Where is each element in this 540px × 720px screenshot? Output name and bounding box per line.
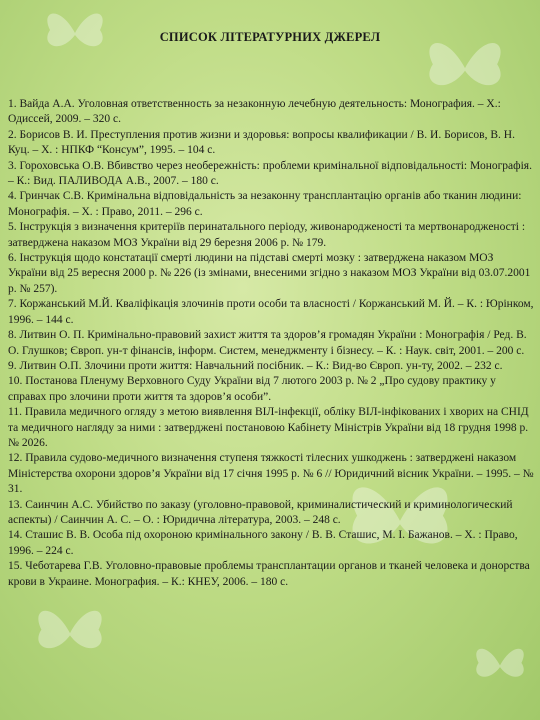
reference-entry: 1. Вайда А.А. Уголовная ответственность за незаконную лечебную деятельность: Монография. – Х.: Одиссей, 2009. – 320 с.	[8, 98, 501, 126]
reference-entry: 6. Інструкція щодо констатації смерті людини на підставі смерті мозку : затверджена наказом МОЗ України від 25 вересня 2000 р. № 226 (із змінами, внесеними згідно з наказом МОЗ України від 03.07.2001 р. № 257).	[8, 252, 531, 295]
reference-entry: 8. Литвин О. П. Кримінально-правовий захист життя та здоров’я громадян України : Монографія / Ред. В. О. Глушков; Європ. ун-т фінансів, інформ. Систем, менеджменту і бізнесу. – К. : Наук. світ, 2001. – 200 с.	[8, 329, 527, 357]
reference-entry: 12. Правила судово-медичного визначення ступеня тяжкості тілесних ушкоджень : затверджені наказом Міністерства охорони здоров’я України від 17 січня 1995 р. № 6 // Юридичний вісник України. – 1995. – № 31.	[8, 452, 534, 496]
reference-entry: 15. Чеботарева Г.В. Уголовно-правовые проблемы трансплантации органов и тканей человека и донорства крови в Украине. Монография. – К.: КНЕУ, 2006. – 180 с.	[8, 560, 530, 588]
reference-entry: 9. Литвин О.П. Злочини проти життя: Навчальний посібник. – К.: Вид-во Європ. ун-ту, 2002. – 232 с.	[8, 359, 503, 372]
page-title: СПИСОК ЛІТЕРАТУРНИХ ДЖЕРЕЛ	[159, 30, 381, 44]
butterfly-icon	[30, 600, 110, 665]
reference-entry: 7. Коржанський М.Й. Кваліфікація злочинів проти особи та власності / Коржанський М. Й. – К. : Юрінком, 1996. – 144 с.	[8, 298, 534, 326]
reference-entry: 2. Борисов В. И. Преступления против жизни и здоровья: вопросы квалификации / В. И. Борисов, В. Н. Куц. – Х. : НПКФ “Консум”, 1995. – 104 с.	[8, 128, 515, 157]
reference-entry: 5. Інструкція з визначення критеріїв перинатального періоду, живонародженості та мертвонародженості : затверджена наказом МОЗ України від 29 березня 2006 р. № 179.	[8, 221, 526, 249]
reference-entry: 11. Правила медичного огляду з метою виявлення ВІЛ-інфекції, обліку ВІЛ-інфікованих і хворих на СНІД та медичного нагляду за ними : затверджені постановою Кабінету Міністрів України від 18 грудня 1998 р. № 2026.	[8, 406, 529, 449]
reference-entry: 4. Гринчак С.В. Кримінальна відповідальність за незаконну трансплантацію органів або тканин людини: Монографія. – Х. : Право, 2011. – 296 с.	[8, 190, 522, 218]
reference-list	[8, 97, 534, 590]
reference-entry: 14. Сташис В. В. Особа під охороною кримінального закону / В. В. Сташис, М. І. Бажанов. – Х. : Право, 1996. – 224 с.	[8, 529, 518, 557]
reference-entry: 13. Саинчин А.С. Убийство по заказу (уголовно-правовой, криминалистический и криминологический аспекты) / Саинчин А. С. – О. : Юридична література, 2003. – 248 с.	[8, 498, 513, 526]
reference-entry: 3. Гороховська О.В. Вбивство через необережність: проблеми кримінальної відповідальності: Монографія. – К.: Вид. ПАЛИВОДА А.В., 2007. – 180 с.	[8, 159, 532, 188]
butterfly-icon	[470, 640, 530, 690]
reference-entry: 10. Постанова Пленуму Верховного Суду України від 7 лютого 2003 р. № 2 „Про судову практику у справах про злочини проти життя та здоров’я особи”.	[8, 375, 496, 403]
